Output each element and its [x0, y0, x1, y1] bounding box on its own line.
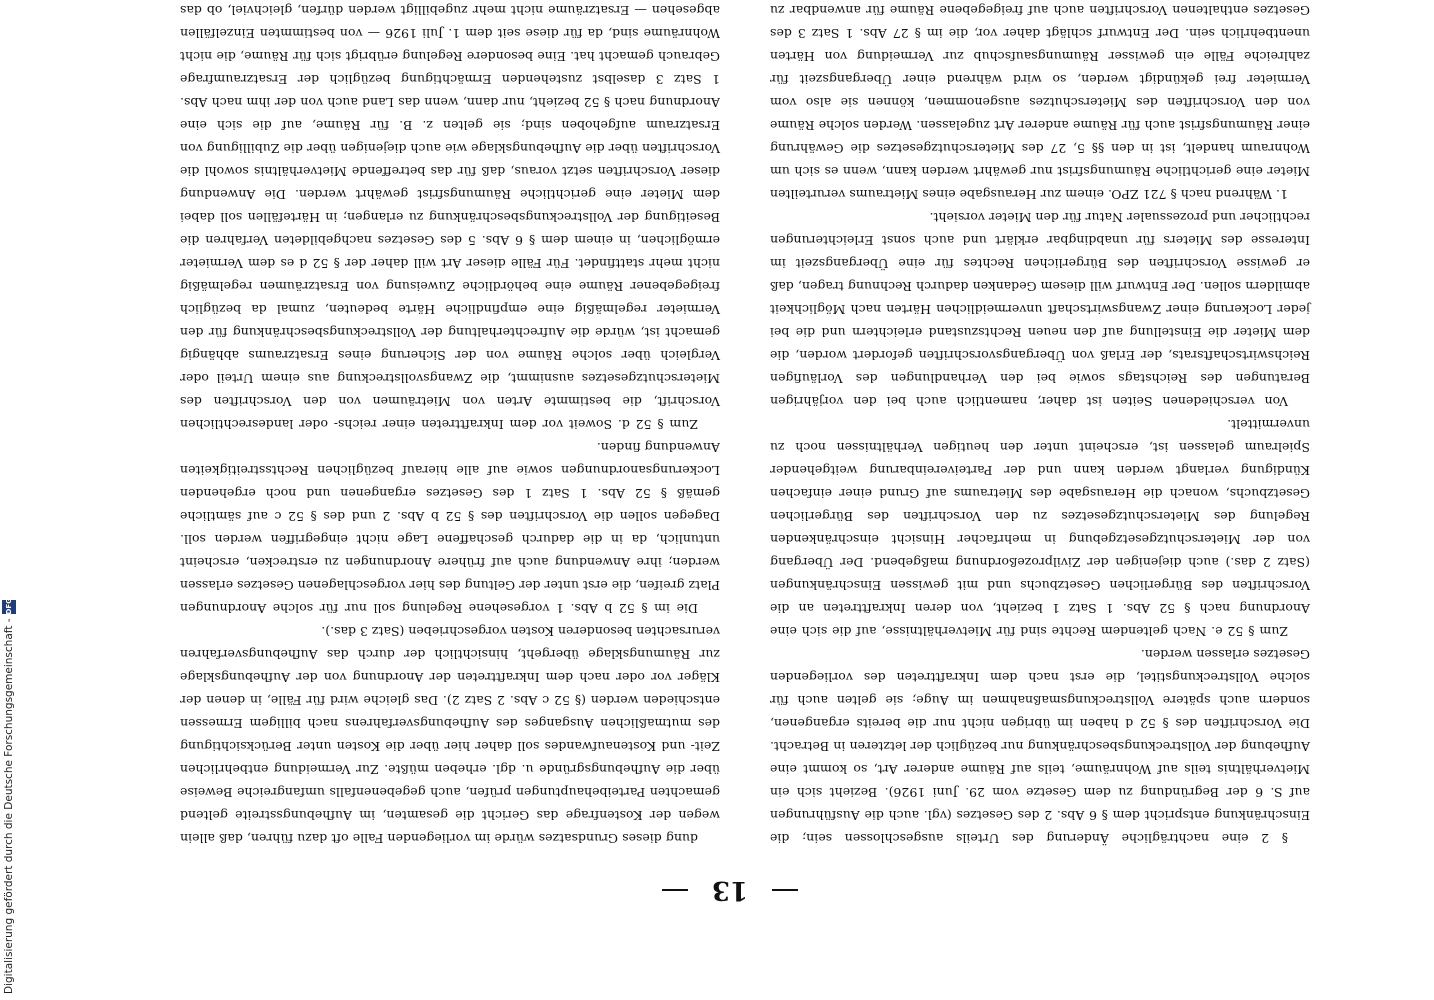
paragraph: Zum § 52 d. Soweit vor dem Inkrafttreten einer reichs- oder landesrechtlichen Vorschrift, die bestimmte Arten von Mieträumen von den Vorschriften des Mieterschutzgesetzes ausnimmt, die Zwangsvollstreckung aus einem Urteil oder Vergleich über solche Räume von der Sicherung eines Ersatzraums abhängig gemacht ist, würde die Aufrechterhaltung der Vollstreckungsbeschränkung für den Vermieter regelmäßig eine empfindliche Härte bedeuten, zumal da bezüglich freigegebener Räume eine behördliche Zuweisung von Ersatzräumen regelmäßig nicht mehr stattfindet. Für Fälle dieser Art will daher der § 52 d es dem Vermieter ermöglichen, in einem dem § 6 Abs. 5 des Gesetzes nachgebildeten Verfahren die Beseitigung der Vollstreckungsbeschränkung zu erlangen; in Härtefällen soll dabei dem Mieter eine gerichtliche Räumungsfrist gewährt werden. Die Anwendung dieser Vorschriften setzt voraus, daß für das betreffende Mietverhältnis sowohl die Vorschriften über die Aufhebungsklage wie auch diejenigen über die Zubilligung von Ersatzraum aufgehoben sind; sie gelten z. B. für Räume, auf die sich eine Anordnung nach § 52 bezieht, nur dann, wenn das Land auch von der ihm nach Abs. 1 Satz 3 daselbst zustehenden Ermächtigung bezüglich der Ersatzraumfrage Gebrauch gemacht hat. Eine besondere Regelung erübrigt sich für Räume, die nicht Wohnräume sind, da für diese seit dem 1. Juli 1926 — von bestimmten Einzelfällen abgesehen — Ersatzräume nicht mehr zugebilligt werden dürfen, gleichviel, ob das	[180, 3, 720, 432]
text-column-left	[770, 3, 1310, 850]
paragraph: Die im § 52 b Abs. 1 vorgesehene Regelung soll nur für solche Anordnungen Platz greifen, die erst unter der Geltung des hier vorgeschlagenen Gesetzes erlassen werden; ihre Anwendung auch auf frühere Anordnungen zu erstrecken, erscheint untunlich, da in die dadurch geschaffene Lage nicht eingegriffen werden soll. Dagegen sollen die Vorschriften des § 52 b Abs. 2 und des § 52 c auf sämtliche gemäß § 52 Abs. 1 Satz 1 des Gesetzes ergangenen und noch ergehenden Lockerungsanordnungen sowie auf alle hierauf bezüglichen Rechtsstreitigkeiten Anwendung finden.	[180, 440, 720, 616]
page-header	[150, 860, 1310, 920]
page-number: 13	[711, 875, 749, 905]
header-dash-left	[772, 889, 798, 891]
digitization-note-text: Digitalisierung gefördert durch die Deutsche Forschungsgemeinschaft -	[3, 618, 15, 994]
paragraph: Von verschiedenen Seiten ist daher, namentlich auch bei den vorjährigen Beratungen des Reichstags sowie bei den Verhandlungen des Vorläufigen Reichswirtschaftsrats, der Erlaß von Übergangsvorschriften gefordert worden, die dem Mieter die Einstellung auf den neuen Rechtszustand erleichtern und die bei jeder Lockerung einer Zwangswirtschaft unvermeidlichen Härten nach Möglichkeit abmildern sollen. Der Entwurf will diesem Gedanken dadurch Rechnung tragen, daß er gewisse Vorschriften des Bürgerlichen Rechtes für eine Übergangszeit im Interesse des Mieters für unabdingbar erklärt und auch sonst Erleichterungen rechtlicher und prozessualer Natur für den Mieter vorsieht.	[770, 210, 1310, 409]
dfg-logo-icon: DFG	[2, 600, 16, 614]
header-dash-right	[662, 889, 688, 891]
scanned-page	[150, 3, 1310, 920]
paragraph: § 2 eine nachträgliche Änderung des Urteils ausgeschlossen sein; die Einschränkung entspricht dem § 6 Abs. 2 des Gesetzes (vgl. auch die Ausführungen auf S. 6 der Begründung zu dem Gesetze vom 29. Juni 1926). Bezieht sich ein Mietverhältnis teils auf Wohnräume, teils auf Räume anderer Art, so kommt eine Aufhebung der Vollstreckungsbeschränkung nur bezüglich der letzteren in Betracht. Die Vorschriften des § 52 d haben im übrigen nicht nur die bereits ergangenen, sondern auch spätere Vollstreckungsmaßnahmen im Auge; sie gelten auch für solche Vollstreckungstitel, die erst nach dem Inkrafttreten des vorliegenden Gesetzes erlassen werden.	[770, 647, 1310, 846]
paragraph: Zum § 52 e. Nach geltendem Rechte sind für Mietverhältnisse, auf die sich eine Anordnung nach § 52 Abs. 1 Satz 1 bezieht, von deren Inkrafttreten an die Vorschriften des Bürgerlichen Gesetzbuchs und mit gewissen Einschränkungen (Satz 2 das.) auch diejenigen der Zivilprozeßordnung maßgebend. Der Übergang von der Mieterschutzgesetzgebung in mehrfacher Hinsicht einschränkenden Regelung des Mieterschutzgesetzes zu den Vorschriften des Bürgerlichen Gesetzbuchs, wonach die Herausgabe des Mietraums auf Grund einer einfachen Kündigung verlangt werden kann und der Parteivereinbarung weitgehender Spielraum gelassen ist, erscheint unter den heutigen Verhältnissen noch zu unvermittelt.	[770, 417, 1310, 639]
digitization-note	[2, 600, 16, 994]
paragraph: dung dieses Grundsatzes würde im vorliegenden Falle oft dazu führen, daß allein wegen der Kostenfrage das Gericht die gesamten, im Aufhebungsstreite geltend gemachten Parteibehauptungen prüfen, auch gegebenenfalls umfangreiche Beweise über die Aufhebungsgründe u. dgl. erheben müßte. Zur Vermeidung entbehrlichen Zeit- und Kostenaufwandes soll daher hier über die Kosten unter Berücksichtigung des mutmaßlichen Ausganges des Aufhebungsverfahrens nach billigem Ermessen entschieden werden (§ 52 c Abs. 2 Satz 2). Das gleiche wird für Fälle, in denen der Kläger vor oder nach dem Inkrafttreten der Anordnung von der Aufhebungsklage zur Räumungsklage übergeht, hinsichtlich der durch das Aufhebungsverfahren verursachten besonderen Kosten vorgeschrieben (Satz 3 das.).	[180, 624, 720, 846]
paragraph: 1. Während nach § 721 ZPO. einem zur Herausgabe eines Mietraums verurteilten Mieter eine gerichtliche Räumungsfrist nur gewährt werden kann, wenn es sich um Wohnraum handelt, ist in den §§ 5, 27 des Mieterschutzgesetzes die Gewährung einer Räumungsfrist auch für Räume anderer Art zugelassen. Werden solche Räume von den Vorschriften des Mieterschutzes ausgenommen, können sie also vom Vermieter frei gekündigt werden, so wird während einer Übergangszeit für zahlreiche Fälle ein gewisser Räumungsaufschub zur Vermeidung von Härten unentbehrlich sein. Der Entwurf schlägt daher vor, die im § 27 Abs. 1 Satz 3 des Gesetzes enthaltenen Vorschriften auch auf freigegebene Räume für anwendbar zu	[770, 3, 1310, 202]
text-column-right	[180, 3, 720, 850]
